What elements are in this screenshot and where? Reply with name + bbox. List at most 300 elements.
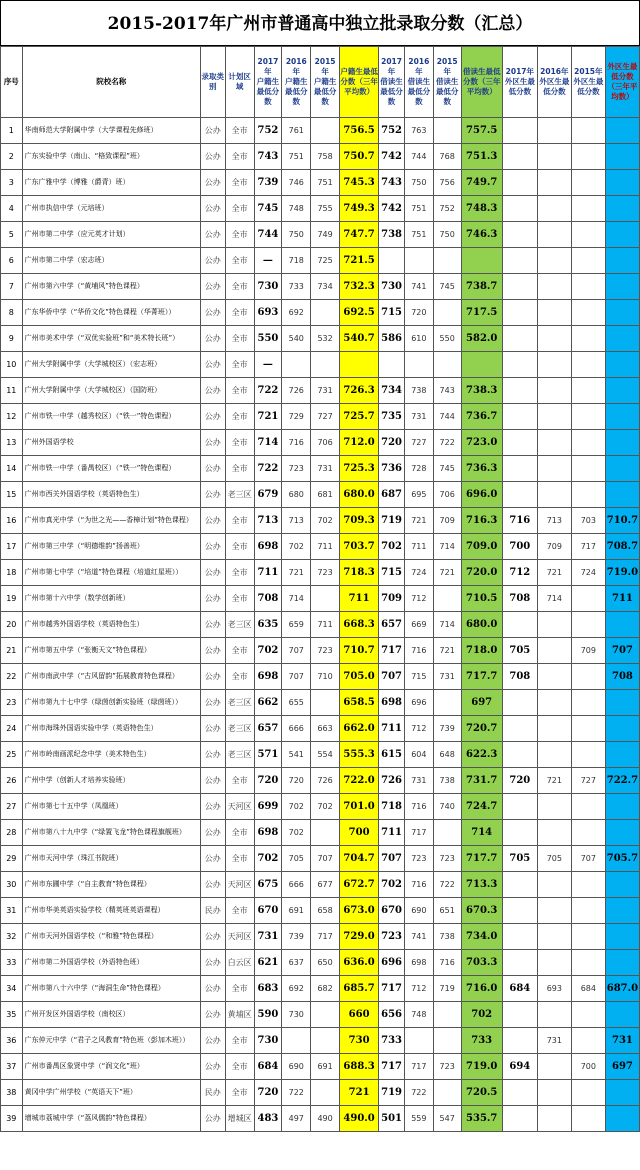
cell-school: 广州市第二中学（应元英才计划） xyxy=(22,222,200,248)
cell-area: 全市 xyxy=(225,300,254,326)
cell-w-avg: 731 xyxy=(605,1028,639,1054)
cell-j2015 xyxy=(433,690,461,716)
cell-j2017: 719 xyxy=(379,508,405,534)
cell-w2015 xyxy=(571,430,605,456)
table-row xyxy=(1,1080,640,1106)
cell-h2015: 751 xyxy=(311,170,340,196)
cell-w2017 xyxy=(502,482,537,508)
cell-h-avg: 685.7 xyxy=(340,976,379,1002)
cell-j-avg: 702 xyxy=(461,1002,502,1028)
cell-w2016 xyxy=(537,872,571,898)
cell-j2017: 711 xyxy=(379,716,405,742)
cell-w2015 xyxy=(571,456,605,482)
cell-j-avg: 670.3 xyxy=(461,898,502,924)
cell-h2015 xyxy=(311,690,340,716)
cell-j2017: 717 xyxy=(379,1054,405,1080)
cell-w2016 xyxy=(537,248,571,274)
table-row xyxy=(1,898,640,924)
cell-j2015: 550 xyxy=(433,326,461,352)
cell-school: 广州市真光中学（“为世之光——香樟计划”特色课程） xyxy=(22,508,200,534)
cell-h2016: 666 xyxy=(282,716,311,742)
cell-w2016 xyxy=(537,1002,571,1028)
cell-j2017: 586 xyxy=(379,326,405,352)
cell-j2016: 690 xyxy=(404,898,433,924)
cell-type: 公办 xyxy=(200,430,225,456)
cell-w-avg: 707 xyxy=(605,638,639,664)
cell-w2015 xyxy=(571,482,605,508)
cell-w-avg xyxy=(605,170,639,196)
cell-w2016 xyxy=(537,196,571,222)
cell-seq: 33 xyxy=(1,950,23,976)
cell-w-avg xyxy=(605,950,639,976)
cell-type: 公办 xyxy=(200,820,225,846)
cell-w2015 xyxy=(571,274,605,300)
cell-h2016 xyxy=(282,1028,311,1054)
cell-seq: 17 xyxy=(1,534,23,560)
cell-j-avg: 731.7 xyxy=(461,768,502,794)
cell-h2017: 679 xyxy=(254,482,282,508)
cell-j-avg: 716.3 xyxy=(461,508,502,534)
cell-w-avg: 705.7 xyxy=(605,846,639,872)
cell-type: 公办 xyxy=(200,612,225,638)
cell-j2016: 741 xyxy=(404,924,433,950)
cell-school: 广州市第五中学（“张衡天文”特色课程） xyxy=(22,638,200,664)
cell-j2017 xyxy=(379,248,405,274)
cell-school: 广州市第十六中学（数学创新班） xyxy=(22,586,200,612)
cell-h-avg: 680.0 xyxy=(340,482,379,508)
cell-school: 广东实验中学（南山、“格致课程”班） xyxy=(22,144,200,170)
header-w-avg: 外区生最低分数（三年平均数） xyxy=(605,47,639,118)
cell-w2015 xyxy=(571,1028,605,1054)
cell-j-avg: 736.7 xyxy=(461,404,502,430)
cell-j2016: 723 xyxy=(404,846,433,872)
cell-w2015: 684 xyxy=(571,976,605,1002)
cell-j-avg: 738.3 xyxy=(461,378,502,404)
cell-type: 公办 xyxy=(200,664,225,690)
cell-h2017: 670 xyxy=(254,898,282,924)
cell-j-avg: 717.7 xyxy=(461,664,502,690)
cell-type: 公办 xyxy=(200,690,225,716)
cell-j-avg: 738.7 xyxy=(461,274,502,300)
cell-w2015 xyxy=(571,690,605,716)
cell-h-avg: 660 xyxy=(340,1002,379,1028)
header-j-avg: 借读生最低分数（三年平均数） xyxy=(461,47,502,118)
cell-area: 全市 xyxy=(225,118,254,144)
cell-type: 公办 xyxy=(200,794,225,820)
cell-h2017: 745 xyxy=(254,196,282,222)
cell-j2017: 670 xyxy=(379,898,405,924)
cell-j2015: 745 xyxy=(433,456,461,482)
table-row xyxy=(1,1106,640,1132)
cell-area: 全市 xyxy=(225,820,254,846)
table-row xyxy=(1,508,640,534)
cell-j2017: 709 xyxy=(379,586,405,612)
cell-h-avg: 490.0 xyxy=(340,1106,379,1132)
cell-j2016: 724 xyxy=(404,560,433,586)
cell-h2015: 532 xyxy=(311,326,340,352)
cell-h-avg: 701.0 xyxy=(340,794,379,820)
cell-area: 全市 xyxy=(225,456,254,482)
cell-h-avg: 729.0 xyxy=(340,924,379,950)
cell-h2015: 682 xyxy=(311,976,340,1002)
cell-h2016: 540 xyxy=(282,326,311,352)
cell-area: 老三区 xyxy=(225,742,254,768)
cell-school: 广州市第七十五中学（凤凰班） xyxy=(22,794,200,820)
cell-h2015: 554 xyxy=(311,742,340,768)
cell-j2015: 651 xyxy=(433,898,461,924)
cell-w2017: 700 xyxy=(502,534,537,560)
cell-area: 全市 xyxy=(225,768,254,794)
cell-type: 公办 xyxy=(200,482,225,508)
cell-w2016 xyxy=(537,482,571,508)
cell-w2017: 712 xyxy=(502,560,537,586)
cell-j2015 xyxy=(433,300,461,326)
cell-w2016 xyxy=(537,898,571,924)
cell-school: 广州市铁一中学（番禺校区）（“铁一”特色课程） xyxy=(22,456,200,482)
cell-type: 公办 xyxy=(200,352,225,378)
cell-w2015 xyxy=(571,872,605,898)
cell-w-avg xyxy=(605,274,639,300)
cell-j2015: 752 xyxy=(433,196,461,222)
cell-j2016: 744 xyxy=(404,144,433,170)
header-j2017 xyxy=(379,47,405,118)
cell-h-avg: 540.7 xyxy=(340,326,379,352)
cell-seq: 5 xyxy=(1,222,23,248)
cell-w2015 xyxy=(571,950,605,976)
cell-h2017: 720 xyxy=(254,768,282,794)
cell-h-avg: 756.5 xyxy=(340,118,379,144)
cell-h2017: 698 xyxy=(254,534,282,560)
cell-j2015: 648 xyxy=(433,742,461,768)
cell-h2016: 702 xyxy=(282,534,311,560)
cell-h2015 xyxy=(311,1080,340,1106)
cell-w2017 xyxy=(502,404,537,430)
cell-h2016: 497 xyxy=(282,1106,311,1132)
cell-w2017 xyxy=(502,248,537,274)
cell-school: 广州大学附属中学（大学城校区）（宏志班） xyxy=(22,352,200,378)
cell-h-avg: 704.7 xyxy=(340,846,379,872)
cell-w2016 xyxy=(537,1080,571,1106)
cell-w2017 xyxy=(502,1080,537,1106)
header-w2015-label: 外区生最低分数 xyxy=(573,77,604,96)
cell-j2017: 715 xyxy=(379,560,405,586)
cell-h-avg: 658.5 xyxy=(340,690,379,716)
cell-h2015 xyxy=(311,118,340,144)
table-row xyxy=(1,456,640,482)
cell-h2017: — xyxy=(254,248,282,274)
cell-h-avg: 672.7 xyxy=(340,872,379,898)
cell-j2017: 723 xyxy=(379,924,405,950)
cell-w2015 xyxy=(571,118,605,144)
cell-j2016: 727 xyxy=(404,430,433,456)
cell-j-avg: 733 xyxy=(461,1028,502,1054)
cell-w2015 xyxy=(571,378,605,404)
header-j-year-2017: 2017年 xyxy=(381,57,402,76)
header-year-2017: 2017年 xyxy=(257,57,279,76)
table-row xyxy=(1,612,640,638)
cell-h2016: 702 xyxy=(282,820,311,846)
cell-j2017: 736 xyxy=(379,456,405,482)
cell-j2017: 702 xyxy=(379,872,405,898)
cell-type: 公办 xyxy=(200,846,225,872)
cell-h2015: 710 xyxy=(311,664,340,690)
cell-w-avg xyxy=(605,482,639,508)
cell-w2016 xyxy=(537,924,571,950)
cell-h2016: 707 xyxy=(282,664,311,690)
cell-type: 公办 xyxy=(200,118,225,144)
table-body xyxy=(1,118,640,1132)
cell-h2015: 663 xyxy=(311,716,340,742)
cell-w-avg xyxy=(605,118,639,144)
header-w2017 xyxy=(502,47,537,118)
cell-seq: 13 xyxy=(1,430,23,456)
cell-h2015: 677 xyxy=(311,872,340,898)
cell-w2015 xyxy=(571,664,605,690)
cell-w2017 xyxy=(502,196,537,222)
cell-j-avg: 736.3 xyxy=(461,456,502,482)
cell-j2016: 716 xyxy=(404,872,433,898)
cell-h2016: 659 xyxy=(282,612,311,638)
cell-seq: 6 xyxy=(1,248,23,274)
cell-w2016 xyxy=(537,716,571,742)
table-row xyxy=(1,872,640,898)
cell-w2016 xyxy=(537,378,571,404)
cell-seq: 2 xyxy=(1,144,23,170)
cell-seq: 8 xyxy=(1,300,23,326)
header-h2015 xyxy=(311,47,340,118)
cell-w2017 xyxy=(502,794,537,820)
cell-seq: 31 xyxy=(1,898,23,924)
cell-type: 公办 xyxy=(200,768,225,794)
cell-type: 公办 xyxy=(200,534,225,560)
cell-j2015: 722 xyxy=(433,430,461,456)
cell-j2016: 695 xyxy=(404,482,433,508)
cell-h2017: 708 xyxy=(254,586,282,612)
header-h2017-label: 户籍生最低分数 xyxy=(256,77,280,106)
cell-w2016 xyxy=(537,638,571,664)
cell-j2015: 743 xyxy=(433,378,461,404)
cell-h2017: 590 xyxy=(254,1002,282,1028)
cell-h2016: 702 xyxy=(282,794,311,820)
cell-area: 全市 xyxy=(225,976,254,1002)
cell-seq: 20 xyxy=(1,612,23,638)
cell-w2017 xyxy=(502,456,537,482)
cell-area: 全市 xyxy=(225,560,254,586)
cell-j2017: 742 xyxy=(379,144,405,170)
cell-j2016: 698 xyxy=(404,950,433,976)
cell-seq: 3 xyxy=(1,170,23,196)
cell-h2017: 698 xyxy=(254,820,282,846)
table-row xyxy=(1,430,640,456)
cell-h-avg: 692.5 xyxy=(340,300,379,326)
cell-w2015 xyxy=(571,144,605,170)
cell-area: 全市 xyxy=(225,846,254,872)
cell-j-avg: 582.0 xyxy=(461,326,502,352)
cell-school: 广州市执信中学（元培班） xyxy=(22,196,200,222)
cell-w2016 xyxy=(537,742,571,768)
cell-h-avg: 725.7 xyxy=(340,404,379,430)
table-row xyxy=(1,482,640,508)
cell-h2016: 730 xyxy=(282,1002,311,1028)
cell-h2015: 702 xyxy=(311,794,340,820)
table-row xyxy=(1,1028,640,1054)
cell-w-avg xyxy=(605,820,639,846)
cell-h2016: 690 xyxy=(282,1054,311,1080)
table-row xyxy=(1,586,640,612)
cell-h-avg: 700 xyxy=(340,820,379,846)
cell-j2015: 740 xyxy=(433,794,461,820)
cell-w2016 xyxy=(537,274,571,300)
cell-school: 广州市第八十六中学（“海洞生命”特色课程） xyxy=(22,976,200,1002)
table-row xyxy=(1,768,640,794)
cell-h2016: 655 xyxy=(282,690,311,716)
cell-w-avg: 697 xyxy=(605,1054,639,1080)
cell-area: 全市 xyxy=(225,586,254,612)
cell-j2017: 730 xyxy=(379,274,405,300)
cell-j-avg: 720.0 xyxy=(461,560,502,586)
cell-w2017 xyxy=(502,144,537,170)
cell-h2015: 731 xyxy=(311,456,340,482)
cell-h2016: 541 xyxy=(282,742,311,768)
cell-w2015 xyxy=(571,196,605,222)
cell-school: 广州市华美英语实验学校（精英班英语课程） xyxy=(22,898,200,924)
cell-type: 公办 xyxy=(200,716,225,742)
cell-j2016: 731 xyxy=(404,404,433,430)
table-row xyxy=(1,950,640,976)
cell-j2015: 738 xyxy=(433,768,461,794)
cell-w2015 xyxy=(571,820,605,846)
cell-h2017: 752 xyxy=(254,118,282,144)
cell-type: 公办 xyxy=(200,924,225,950)
cell-type: 公办 xyxy=(200,456,225,482)
cell-w-avg xyxy=(605,144,639,170)
cell-area: 全市 xyxy=(225,534,254,560)
cell-j-avg: 713.3 xyxy=(461,872,502,898)
cell-h2016: 739 xyxy=(282,924,311,950)
cell-w-avg xyxy=(605,716,639,742)
cell-w-avg: 710.7 xyxy=(605,508,639,534)
table-row xyxy=(1,1054,640,1080)
cell-h2017: 702 xyxy=(254,638,282,664)
header-year-2016: 2016年 xyxy=(285,57,307,76)
cell-h-avg: 732.3 xyxy=(340,274,379,300)
cell-school: 广州市铁一中学（越秀校区）（“铁一”特色课程） xyxy=(22,404,200,430)
cell-w2016: 714 xyxy=(537,586,571,612)
cell-seq: 39 xyxy=(1,1106,23,1132)
cell-j2016: 711 xyxy=(404,534,433,560)
page-title: 2015-2017年广州市普通高中独立批录取分数（汇总） xyxy=(0,0,640,46)
cell-h2016: 718 xyxy=(282,248,311,274)
header-row xyxy=(1,47,640,118)
cell-seq: 18 xyxy=(1,560,23,586)
cell-h2017: 621 xyxy=(254,950,282,976)
cell-w-avg xyxy=(605,612,639,638)
cell-w2017: 720 xyxy=(502,768,537,794)
cell-school: 广州市海珠外国语实验中学（英语特色生） xyxy=(22,716,200,742)
cell-type: 公办 xyxy=(200,950,225,976)
cell-h2016: 748 xyxy=(282,196,311,222)
cell-w-avg xyxy=(605,352,639,378)
cell-school: 增城市荔城中学（“荔风儒韵”特色课程） xyxy=(22,1106,200,1132)
cell-j2017: 501 xyxy=(379,1106,405,1132)
header-w-year-2017: 2017年 xyxy=(505,67,535,76)
cell-h2017: 662 xyxy=(254,690,282,716)
cell-h-avg: 668.3 xyxy=(340,612,379,638)
cell-type: 公办 xyxy=(200,638,225,664)
cell-area: 老三区 xyxy=(225,482,254,508)
table-row xyxy=(1,326,640,352)
cell-j2015 xyxy=(433,352,461,378)
cell-area: 全市 xyxy=(225,222,254,248)
cell-type: 公办 xyxy=(200,196,225,222)
cell-h2015: 707 xyxy=(311,846,340,872)
cell-h2016: 721 xyxy=(282,560,311,586)
cell-j2016 xyxy=(404,248,433,274)
cell-type: 公办 xyxy=(200,742,225,768)
cell-j2015: 719 xyxy=(433,976,461,1002)
cell-j2016: 712 xyxy=(404,586,433,612)
cell-w2016 xyxy=(537,1054,571,1080)
cell-h2015 xyxy=(311,300,340,326)
cell-seq: 11 xyxy=(1,378,23,404)
cell-seq: 36 xyxy=(1,1028,23,1054)
cell-school: 广东仲元中学（“君子之风教育”特色班（彭加木班）） xyxy=(22,1028,200,1054)
cell-j2017: 656 xyxy=(379,1002,405,1028)
cell-w-avg xyxy=(605,924,639,950)
cell-area: 天河区 xyxy=(225,872,254,898)
cell-j2017: 711 xyxy=(379,820,405,846)
cell-j-avg: 535.7 xyxy=(461,1106,502,1132)
cell-h2015: 723 xyxy=(311,638,340,664)
cell-type: 公办 xyxy=(200,378,225,404)
cell-j-avg: 717.7 xyxy=(461,846,502,872)
cell-j-avg: 746.3 xyxy=(461,222,502,248)
cell-w2017 xyxy=(502,924,537,950)
cell-j-avg: 724.7 xyxy=(461,794,502,820)
cell-h2017: 714 xyxy=(254,430,282,456)
cell-j-avg: 680.0 xyxy=(461,612,502,638)
cell-h2016: 691 xyxy=(282,898,311,924)
cell-type: 公办 xyxy=(200,248,225,274)
cell-j2016: 721 xyxy=(404,508,433,534)
cell-type: 公办 xyxy=(200,144,225,170)
cell-h-avg: 718.3 xyxy=(340,560,379,586)
cell-w2016: 693 xyxy=(537,976,571,1002)
cell-w2017 xyxy=(502,742,537,768)
cell-w-avg xyxy=(605,196,639,222)
cell-w2016 xyxy=(537,1106,571,1132)
cell-j2015: 738 xyxy=(433,924,461,950)
cell-area: 全市 xyxy=(225,326,254,352)
cell-j-avg: 749.7 xyxy=(461,170,502,196)
cell-h2017: 713 xyxy=(254,508,282,534)
cell-j2016: 559 xyxy=(404,1106,433,1132)
cell-w2015: 727 xyxy=(571,768,605,794)
cell-seq: 12 xyxy=(1,404,23,430)
cell-h2015: 723 xyxy=(311,560,340,586)
cell-j2017: 698 xyxy=(379,690,405,716)
cell-w2015 xyxy=(571,404,605,430)
cell-h-avg: 688.3 xyxy=(340,1054,379,1080)
cell-area: 全市 xyxy=(225,664,254,690)
cell-w2015 xyxy=(571,716,605,742)
cell-w2015: 700 xyxy=(571,1054,605,1080)
cell-j2016: 751 xyxy=(404,196,433,222)
table-row xyxy=(1,144,640,170)
cell-j2015: 750 xyxy=(433,222,461,248)
cell-area: 天河区 xyxy=(225,794,254,820)
cell-area: 全市 xyxy=(225,196,254,222)
